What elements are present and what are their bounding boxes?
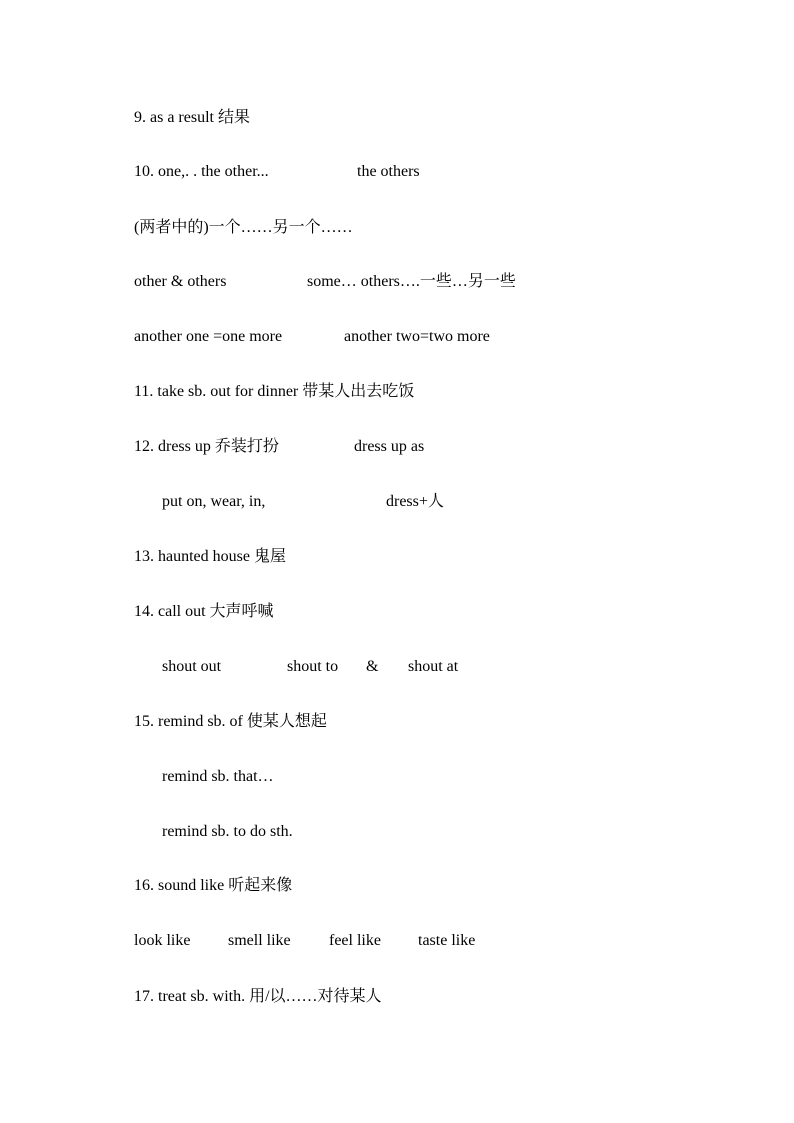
line-text: 15. remind sb. of 使某人想起 — [134, 713, 327, 730]
line-text: some… others….一些…另一些 — [307, 273, 516, 290]
line-text: shout at — [408, 658, 459, 675]
line-text: another two=two more — [344, 328, 490, 345]
line-text: 11. take sb. out for dinner 带某人出去吃饭 — [134, 383, 415, 400]
line-text: 13. haunted house 鬼屋 — [134, 548, 286, 565]
line-text: 14. call out 大声呼喊 — [134, 603, 274, 620]
line-text: the others — [357, 163, 420, 180]
line-text: shout to — [287, 658, 339, 675]
line-text: dress+人 — [386, 493, 444, 510]
line-text: other & others — [134, 273, 227, 290]
line-text: & — [366, 658, 379, 675]
line-text: feel like — [329, 932, 381, 949]
line-text: shout out — [162, 658, 222, 675]
line-text: put on, wear, in, — [162, 493, 266, 510]
line-text: (两者中的)一个……另一个…… — [134, 219, 353, 236]
line-text: remind sb. that… — [162, 768, 274, 785]
line-text: dress up as — [354, 438, 425, 455]
line-text: remind sb. to do sth. — [162, 823, 293, 840]
line-text: 17. treat sb. with. 用/以……对待某人 — [134, 988, 382, 1005]
line-text: 10. one,. . the other... — [134, 163, 269, 180]
line-text: 9. as a result 结果 — [134, 109, 250, 126]
line-text: taste like — [418, 932, 476, 949]
line-text: look like — [134, 932, 191, 949]
line-text: 16. sound like 听起来像 — [134, 877, 293, 894]
line-text: smell like — [228, 932, 291, 949]
line-text: 12. dress up 乔装打扮 — [134, 438, 279, 455]
line-text: another one =one more — [134, 328, 283, 345]
